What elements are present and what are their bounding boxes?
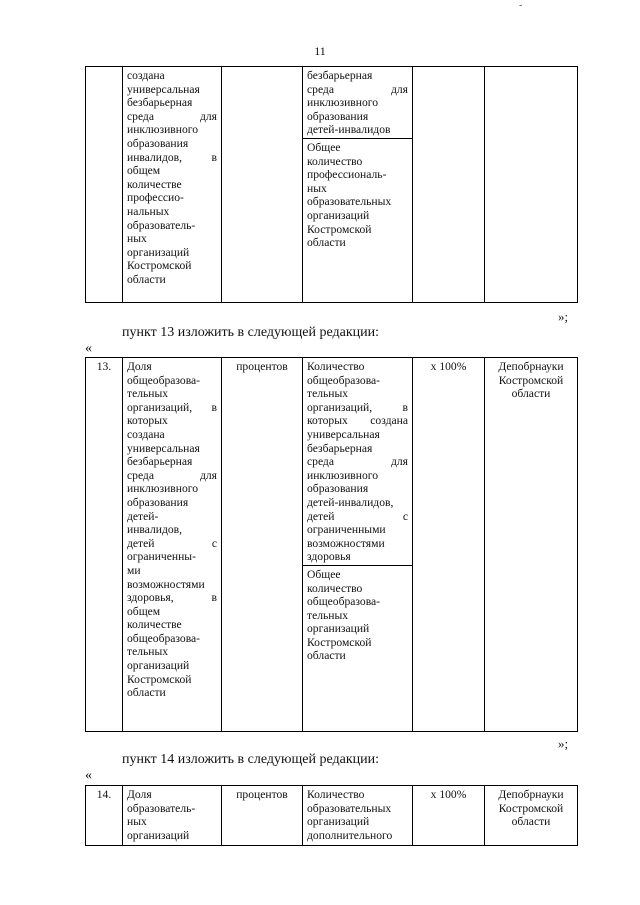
text-line: организаций [307, 815, 370, 829]
text-line [127, 110, 217, 124]
cell-indicator-name [123, 786, 222, 846]
cell-multiplier: x 100% [413, 358, 485, 732]
closing-quote-1: »; [558, 309, 569, 324]
text-line: общем [127, 164, 161, 178]
text-word: инвалидов, [127, 150, 183, 164]
cell-multiplier: x 100% [413, 786, 485, 846]
text-line: Костромской [127, 672, 192, 686]
text-line: общеобразова- [307, 373, 381, 387]
text-line: здоровья [307, 550, 351, 564]
text-line: общеобразова- [127, 631, 201, 645]
text-line [307, 510, 408, 524]
text-word: в [402, 400, 408, 414]
text-line: образователь- [127, 801, 196, 815]
text-line: инвалидов, [127, 523, 183, 537]
text-line: профессиональ- [307, 168, 387, 182]
text-line: Костромской [127, 259, 192, 273]
text-line [127, 537, 217, 551]
text-line: количество [307, 581, 363, 595]
text-line: образовательных [307, 801, 392, 815]
table-continuation [85, 66, 578, 303]
text-line: организаций [307, 208, 370, 222]
text-line: области [307, 649, 346, 663]
text-word: для [390, 455, 408, 469]
text-line: Депобрнауки [498, 788, 564, 801]
cell-number [86, 67, 123, 303]
text-word: среда [127, 468, 154, 482]
text-word: детей [307, 509, 335, 523]
text-word: в [211, 150, 217, 164]
text-line: возможностями [307, 536, 385, 550]
text-word: организаций, [127, 400, 193, 414]
text-word: которых [307, 414, 348, 428]
text-line: организаций [127, 659, 190, 673]
text-line: Депобрнауки [498, 360, 564, 373]
text-line: Костромской [498, 373, 564, 387]
text-line: инклюзивного [307, 468, 379, 482]
text-line [307, 83, 408, 97]
text-line: ми [127, 563, 141, 577]
text-line: образовательных [307, 195, 392, 209]
closing-quote-2: »; [558, 736, 569, 751]
text-line: возможностями [127, 577, 205, 591]
text-line [307, 455, 408, 469]
cell-multiplier [413, 67, 485, 303]
text-line: детей-инвалидов [307, 123, 391, 137]
cell-formula [303, 358, 413, 732]
text-line: организаций [307, 622, 370, 636]
text-line: общеобразова- [307, 595, 381, 609]
text-line: безбарьерная [127, 96, 193, 110]
text-line: безбарьерная [307, 441, 373, 455]
text-word: среда [127, 109, 154, 123]
text-line: создана [127, 427, 165, 441]
text-line: организаций [127, 245, 190, 259]
text-line: которых [127, 414, 168, 428]
text-line: Общее [307, 567, 341, 581]
text-line [127, 151, 217, 165]
text-line: Костромской [498, 801, 564, 815]
text-line: ограниченными [307, 523, 386, 537]
cell-responsible [485, 67, 578, 303]
page-number: 11 [314, 44, 326, 58]
text-line [127, 469, 217, 483]
text-line: образователь- [127, 218, 196, 232]
text-line: Костромской [307, 222, 372, 236]
corner-mark: - [519, 0, 523, 11]
text-line: профессио- [127, 191, 184, 205]
text-line: количество [307, 154, 363, 168]
cell-indicator-name [123, 358, 222, 732]
table-row-13 [85, 357, 578, 732]
text-word: среда [307, 455, 334, 469]
text-word: в [211, 400, 217, 414]
text-line: ных [307, 181, 327, 195]
text-line: ных [127, 232, 147, 246]
text-line: общем [127, 604, 161, 618]
cell-indicator-name [123, 67, 222, 303]
cell-number: 14. [86, 786, 123, 846]
text-line: образования [127, 495, 189, 509]
text-line: области [307, 236, 346, 250]
text-line: области [127, 272, 166, 286]
text-line: Доля [127, 788, 152, 801]
text-word: среда [307, 82, 334, 96]
text-line: безбарьерная [307, 69, 373, 82]
text-word: здоровья, [127, 591, 174, 605]
text-word: организаций, [307, 400, 373, 414]
text-line: тельных [127, 645, 169, 659]
text-line: области [511, 815, 551, 829]
paragraph-14: пункт 14 изложить в следующей редакции: [122, 752, 379, 767]
text-word: создана [370, 414, 408, 428]
cell-formula [303, 67, 413, 303]
text-line: инклюзивного [307, 96, 379, 110]
text-line: Костромской [307, 635, 372, 649]
text-line: детей-инвалидов, [307, 495, 394, 509]
cell-responsible [485, 358, 578, 732]
text-line: универсальная [127, 441, 200, 455]
text-line: Общее [307, 140, 341, 154]
opening-quote-2: « [85, 768, 92, 783]
text-line: универсальная [127, 82, 200, 96]
text-line: образования [307, 109, 369, 123]
text-line: Доля [127, 360, 152, 373]
text-line: безбарьерная [127, 455, 193, 469]
paragraph-13: пункт 13 изложить в следующей редакции: [122, 325, 379, 340]
text-word: для [390, 82, 408, 96]
text-word: в [211, 591, 217, 605]
text-line [127, 401, 217, 415]
text-line: образования [127, 136, 189, 150]
text-line: универсальная [307, 427, 380, 441]
cell-formula [303, 786, 413, 846]
text-word: детей [127, 536, 155, 550]
text-line: Количество [307, 360, 365, 373]
text-line [127, 591, 217, 605]
text-word: для [199, 468, 217, 482]
table-row-14 [85, 785, 578, 846]
text-line: тельных [307, 608, 349, 622]
text-line: общеобразова- [127, 373, 201, 387]
cell-unit: процентов [222, 786, 303, 846]
cell-unit [222, 67, 303, 303]
text-line: дополнительного [307, 828, 393, 842]
text-line: инклюзивного [127, 482, 199, 496]
text-line: области [127, 686, 166, 700]
text-word: с [402, 509, 408, 523]
text-line: организаций [127, 828, 190, 842]
text-line: инклюзивного [127, 123, 199, 137]
cell-number: 13. [86, 358, 123, 732]
text-line: ных [127, 815, 147, 829]
text-line: области [511, 387, 551, 401]
cell-unit: процентов [222, 358, 303, 732]
cell-responsible [485, 786, 578, 846]
text-line: тельных [127, 387, 169, 401]
text-line [307, 414, 408, 428]
text-word: для [199, 109, 217, 123]
text-line: тельных [307, 387, 349, 401]
text-word: с [211, 536, 217, 550]
text-line: нальных [127, 204, 170, 218]
text-line: количестве [127, 177, 182, 191]
text-line [307, 401, 408, 415]
text-line: детей- [127, 509, 159, 523]
text-line: создана [127, 69, 165, 82]
opening-quote-1: « [85, 341, 92, 356]
text-line: количестве [127, 618, 182, 632]
text-line: Количество [307, 788, 365, 801]
text-line: образования [307, 482, 369, 496]
text-line: ограниченны- [127, 550, 196, 564]
